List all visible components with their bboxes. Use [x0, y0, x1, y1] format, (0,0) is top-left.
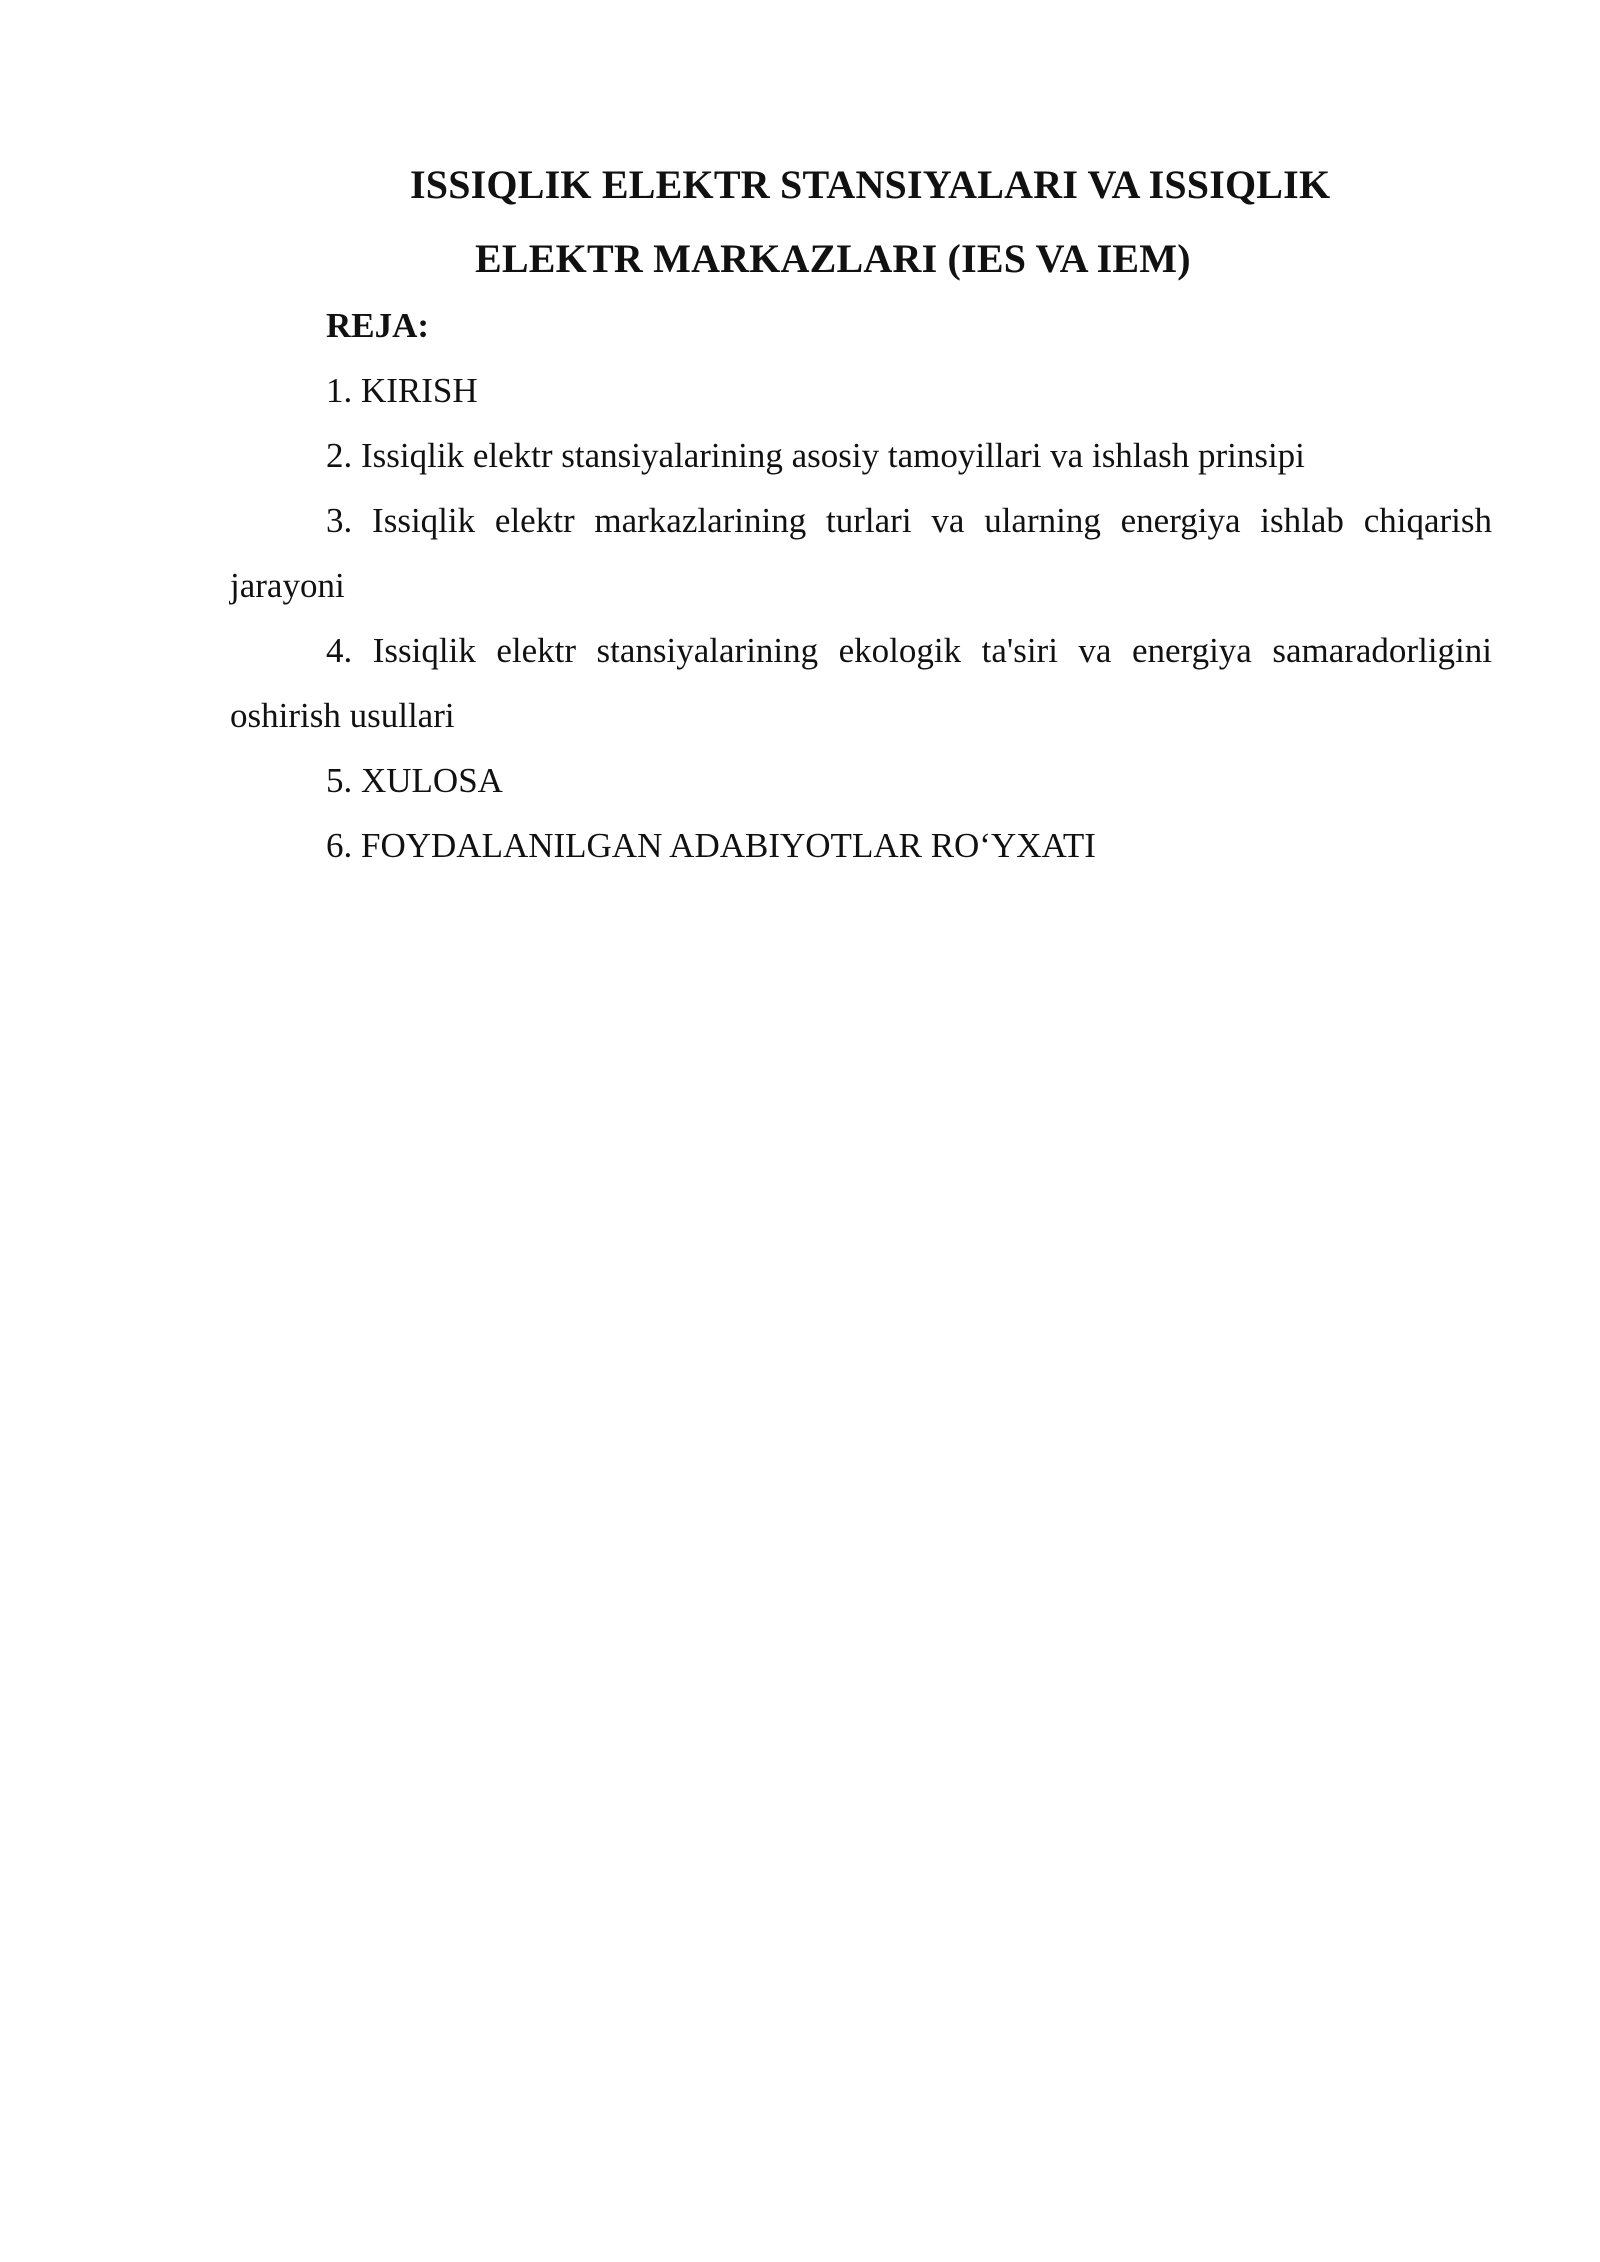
document-title-line-1: ISSIQLIK ELEKTR STANSIYALARI VA ISSIQLIK: [410, 162, 1331, 207]
plan-item-ecology: 4. Issiqlik elektr stansiyalarining ekologik ta'siri va energiya samaradorligini oshirish usullari: [230, 631, 1492, 735]
plan-item-introduction: 1. KIRISH: [326, 371, 478, 410]
document-title-line-2: ELEKTR MARKAZLARI (IES VA IEM): [475, 236, 1191, 281]
document-title: [230, 148, 1492, 296]
plan-item-principles: 2. Issiqlik elektr stansiyalarining asosiy tamoyillari va ishlash prinsipi: [326, 436, 1305, 475]
plan-item-conclusion: 5. XULOSA: [326, 761, 503, 800]
document-content: [230, 148, 1492, 878]
plan-item-references: 6. FOYDALANILGAN ADABIYOTLAR RO‘YXATI: [326, 826, 1096, 865]
plan-heading: REJA:: [326, 306, 430, 345]
plan-item-types: 3. Issiqlik elektr markazlarining turlari va ularning energiya ishlab chiqarish jarayoni: [230, 501, 1492, 605]
